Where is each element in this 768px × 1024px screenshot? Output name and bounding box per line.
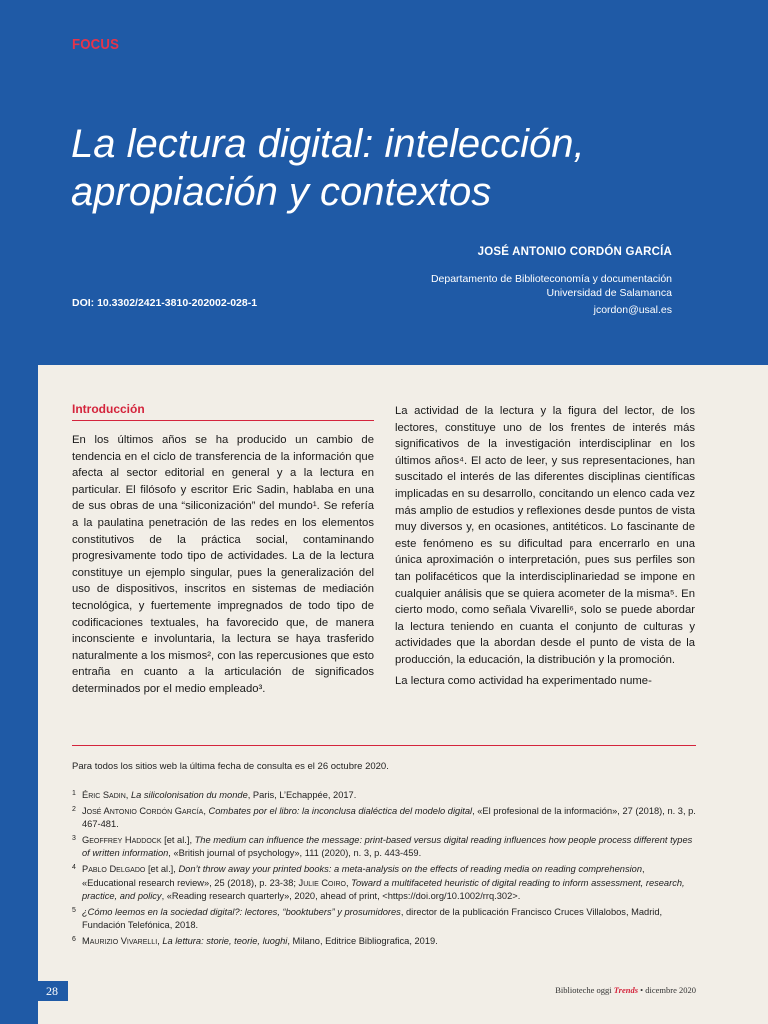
running-footer bbox=[555, 985, 696, 995]
footnote-author: Pablo Delgado bbox=[82, 863, 146, 874]
footnote-work-title: Combates por el libro: la inconclusa dialéctica del modelo digital bbox=[208, 805, 473, 816]
footnote-author: Éric Sadin bbox=[82, 790, 126, 800]
footnote-intro: Para todos los sitios web la última fecha de consulta es el 26 octubre 2020. bbox=[72, 761, 389, 772]
footnote-item: 6 Maurizio Vivarelli, La lettura: storie, teorie, luoghi, Milano, Editrice Bibliografica, 2019. bbox=[72, 935, 698, 949]
body-column-right bbox=[395, 403, 695, 693]
footnote-number: 3 bbox=[72, 834, 76, 842]
section-heading-rule bbox=[72, 420, 374, 421]
section-heading: Introducción bbox=[72, 402, 145, 416]
page-number: 28 bbox=[0, 981, 68, 1001]
footnote-number: 6 bbox=[72, 935, 76, 943]
footnotes bbox=[72, 789, 698, 951]
footnote-publication: , Milano, Editrice Bibliografica, 2019. bbox=[287, 935, 438, 946]
footnote-number: 5 bbox=[72, 906, 76, 914]
footnote-number: 1 bbox=[72, 790, 76, 797]
doi[interactable]: DOI: 10.3302/2421-3810-202002-028-1 bbox=[72, 297, 258, 309]
footnote-item: 4 Pablo Delgado [et al.], Don’t throw away your printed books: a meta-analysis on the effects of reading media on reading comprehension, «Educational research review», 25 (2018), p. 23-38; Julie Coiro, Toward a multifaceted heuristic of digital reading to inform assessment, research, practice, and policy, «Reading research quarterly», 2020, ahead of print, <https://doi.org/10.1002/rrq.302>. bbox=[72, 863, 698, 904]
body-paragraph: La lectura como actividad ha experimentado nume- bbox=[395, 674, 652, 687]
author-name: JOSÉ ANTONIO CORDÓN GARCÍA bbox=[477, 246, 672, 258]
footnote-rule bbox=[72, 745, 696, 746]
footnote-publication: , «El profesional de la información», 27 (2018), n. 3, p. 467-481. bbox=[82, 805, 696, 830]
journal-date: • dicembre 2020 bbox=[638, 985, 696, 995]
title-line-1: La lectura digital: intelección, bbox=[71, 122, 585, 166]
author-email[interactable]: jcordon@usal.es bbox=[593, 304, 672, 316]
footnote-author: Julie Coiro bbox=[298, 877, 346, 888]
affiliation-university: Universidad de Salamanca bbox=[546, 287, 672, 299]
footnote-work-title: Toward a multifaceted heuristic of digital reading to inform assessment, research, practice, and policy bbox=[82, 877, 685, 902]
journal-trends: Trends bbox=[613, 985, 639, 995]
author-affiliation bbox=[431, 272, 672, 300]
footnote-work-title: ¿Cómo leemos en la sociedad digital?: lectores, “booktubers” y prosumidores bbox=[82, 906, 401, 917]
body-paragraph: La actividad de la lectura y la figura del lector, de los lectores, constituye uno de los frentes de interés más significativos de la investigación interdisciplinar en los últimos años⁴. El acto de leer, y sus representaciones, han suscitado el interés de las diferentes disciplinas científicas implicadas en su desarrollo, concitando un elenco cada vez más amplio de estudios y reflexiones desde puntos de vista muy diversos y, en ocasiones, antitéticos. Lo fascinante de este fenómeno es su dificultad para encerrarlo en una única aproximación o interpretación, pues sus perfiles son tan polifacéticos que la interdisciplinariedad se impone en cualquier análisis que se quiera acometer de la misma⁵. En cierto modo, como señala Vivarelli⁶, solo se puede abordar la lectura teniendo en cuanta el conjunto de culturas y actividades que la abordan desde el punto de vista de la producción, la educación, la distribución y la promoción. bbox=[395, 405, 695, 666]
footnote-number: 4 bbox=[72, 863, 76, 871]
footnote-item bbox=[72, 906, 698, 933]
footnote-publication: , director de la publicación Francisco Cruces Villalobos, Madrid, Fundación Telefónica, 2018. bbox=[82, 906, 663, 931]
footnote-author: Maurizio Vivarelli bbox=[82, 935, 158, 946]
footnote-publication: , «British journal of psychology», 111 (2020), n. 3, p. 443-459. bbox=[168, 848, 422, 859]
article-title bbox=[71, 120, 711, 216]
footnote-work-title: La silicolonisation du monde bbox=[130, 790, 248, 800]
footnote-author: Geoffrey Haddock bbox=[82, 834, 162, 845]
footnote-item: 1 Éric Sadin, La silicolonisation du monde, Paris, L’Echappée, 2017. bbox=[72, 789, 698, 803]
footnote-publication: , «Educational research review», 25 (2018), p. 23-38; bbox=[82, 863, 645, 888]
body-paragraph: En los últimos años se ha producido un cambio de tendencia en el ciclo de transferencia de la información que afecta al sector editorial en general y a la lectura en particular. El filósofo y escritor Eric Sadin, hablaba en una de sus obras de una “siliconización” del mundo¹. Se refería a la paulatina penetración de las redes en los elementos constitutivos de la práctica social, contaminando progresivamente todo tipo de actividades. La de la lectura constituye un ejemplo singular, pues la generalización del uso de dispositivos, inscritos en sistemas de mediación tecnológica, y fuertemente impregnados de todo tipo de codificaciones textuales, ha favorecido que, de manera inconsciente e involuntaria, la lectura se haya trasferido naturalmente a los mismos², con las repercusiones que esto entraña en cuanto a la articulación de significados determinados por el medio empleado³. bbox=[72, 434, 374, 695]
footnote-work-title: Don’t throw away your printed books: a meta-analysis on the effects of reading media on reading comprehension bbox=[178, 863, 642, 874]
footnote-number: 2 bbox=[72, 805, 76, 813]
title-line-2: apropiación y contextos bbox=[71, 170, 492, 214]
footnote-item bbox=[72, 834, 698, 861]
footnote-work-title: The medium can influence the message: print-based versus digital reading influences how people process different types of written information bbox=[82, 834, 693, 859]
footnote-publication: , «Reading research quarterly», 2020, ahead of print, <https://doi.org/10.1002/rrq.302>. bbox=[161, 891, 521, 902]
footnote-publication: , Paris, L’Echappée, 2017. bbox=[247, 790, 357, 800]
footnote-work-title: La lettura: storie, teorie, luoghi bbox=[162, 935, 288, 946]
footnote-et-al: [et al.], bbox=[145, 863, 179, 874]
section-label: FOCUS bbox=[72, 36, 120, 53]
footnote-et-al: [et al.], bbox=[161, 834, 195, 845]
journal-name: Biblioteche oggi bbox=[555, 985, 612, 995]
body-column-left bbox=[72, 432, 374, 702]
footnote-author: José Antonio Cordón García bbox=[82, 805, 204, 816]
affiliation-department: Departamento de Biblioteconomía y documentación bbox=[430, 273, 672, 285]
left-margin-band bbox=[0, 0, 38, 1024]
footnote-item: 2 José Antonio Cordón García, Combates por el libro: la inconclusa dialéctica del modelo digital, «El profesional de la información», 27 (2018), n. 3, p. 467-481. bbox=[72, 805, 698, 832]
